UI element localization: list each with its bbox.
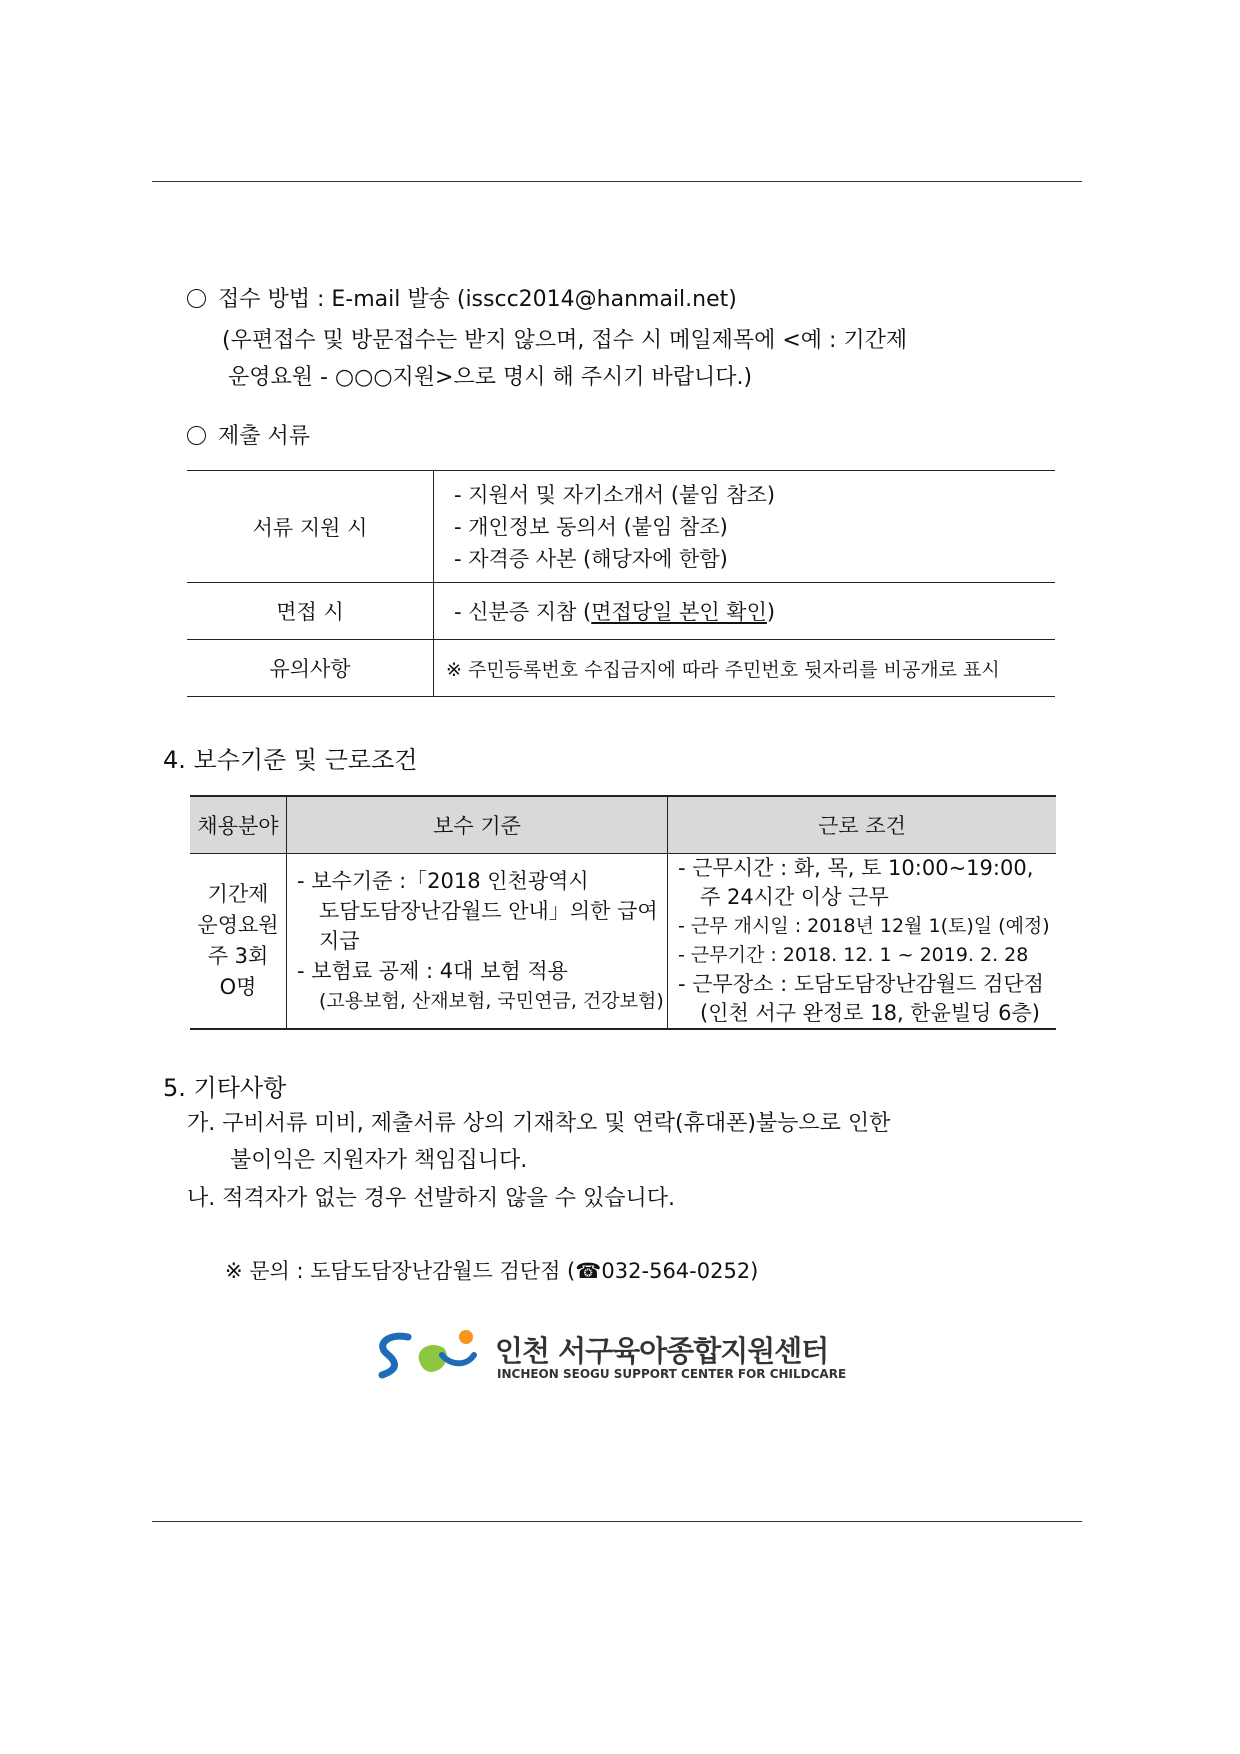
section5-item-a-line2: 불이익은 지원자가 책임집니다. [230,1148,528,1173]
section5-item-a-line1: 가. 구비서류 미비, 제출서류 상의 기재착오 및 연락(휴대폰)불능으로 인한 [187,1111,891,1136]
receipt-method-text: 접수 방법 : E-mail 발송 (isscc2014@hanmail.net) [218,287,737,312]
row-label: 서류 지원 시 [187,471,434,583]
field-cell: 기간제 운영요원 주 3회 O명 [190,854,287,1030]
logo-name-en: INCHEON SEOGU SUPPORT CENTER FOR CHILDCARE [497,1367,847,1381]
logo-mark-icon [370,1325,490,1385]
phone-icon: ☎ [575,1259,602,1283]
pay-cell: - 보수기준 :「2018 인천광역시 도담도담장난감월드 안내」의한 급여 지급 - 보험료 공제 : 4대 보험 적용 (고용보험, 산재보험, 국민연금, 건강보험) [287,854,668,1030]
column-header: 채용분야 [190,796,287,854]
list-item: - 자격증 사본 (해당자에 한함) [454,546,728,571]
conditions-cell: - 근무시간 : 화, 목, 토 10:00~19:00, 주 24시간 이상 근무 - 근무 개시일 : 2018년 12월 1(토)일 (예정) - 근무기간 : 2018. 12. 1 ~ 2019. 2. 28 - 근무장소 : 도담도담장난감월드 검단점 (인천 서구 완정로 18, 한윤빌딩 6층) [678,856,1050,1025]
column-header: 근로 조건 [668,796,1057,854]
row-value [434,471,1056,583]
documents-heading [187,419,310,450]
row-value: ※ 주민등록번호 수집금지에 따라 주민번호 뒷자리를 비공개로 표시 [434,640,1056,697]
center-logo [370,1325,870,1385]
section5-heading: 5. 기타사항 [163,1074,287,1102]
row-label: 유의사항 [187,640,434,697]
receipt-note-line1: (우편접수 및 방문접수는 받지 않으며, 접수 시 메일제목에 <예 : 기간제 [222,328,908,353]
top-rule [152,181,1082,182]
list-item: - 지원서 및 자기소개서 (붙임 참조) [454,482,776,507]
receipt-note-line2: 운영요원 - ○○○지원>으로 명시 해 주시기 바랍니다.) [228,365,753,390]
list-item: - 개인정보 동의서 (붙임 참조) [454,514,728,539]
section5-item-b: 나. 적격자가 없는 경우 선발하지 않을 수 있습니다. [187,1186,675,1211]
logo-name-ko: 인천 서구육아종합지원센터 [495,1334,829,1368]
documents-heading-text: 제출 서류 [218,424,311,449]
underlined-text: 면접당일 본인 확인 [591,600,767,624]
receipt-method [187,282,737,313]
section4-heading: 4. 보수기준 및 근로조건 [163,746,418,774]
row-label: 면접 시 [187,583,434,640]
circle-bullet-icon [187,426,206,445]
table-row [187,583,1055,640]
table-row [187,640,1055,697]
circle-bullet-icon [187,289,206,308]
table-row [190,854,1056,1030]
table-header-row [190,796,1056,854]
contact-line: ※ 문의 : 도담도담장난감월드 검단점 (☎032-564-0252) [225,1259,759,1283]
row-value: - 신분증 지참 (면접당일 본인 확인) [434,583,1056,640]
column-header: 보수 기준 [287,796,668,854]
documents-table [187,470,1055,697]
table-row [187,471,1055,583]
pay-table [190,795,1056,1030]
bottom-rule [152,1521,1082,1522]
